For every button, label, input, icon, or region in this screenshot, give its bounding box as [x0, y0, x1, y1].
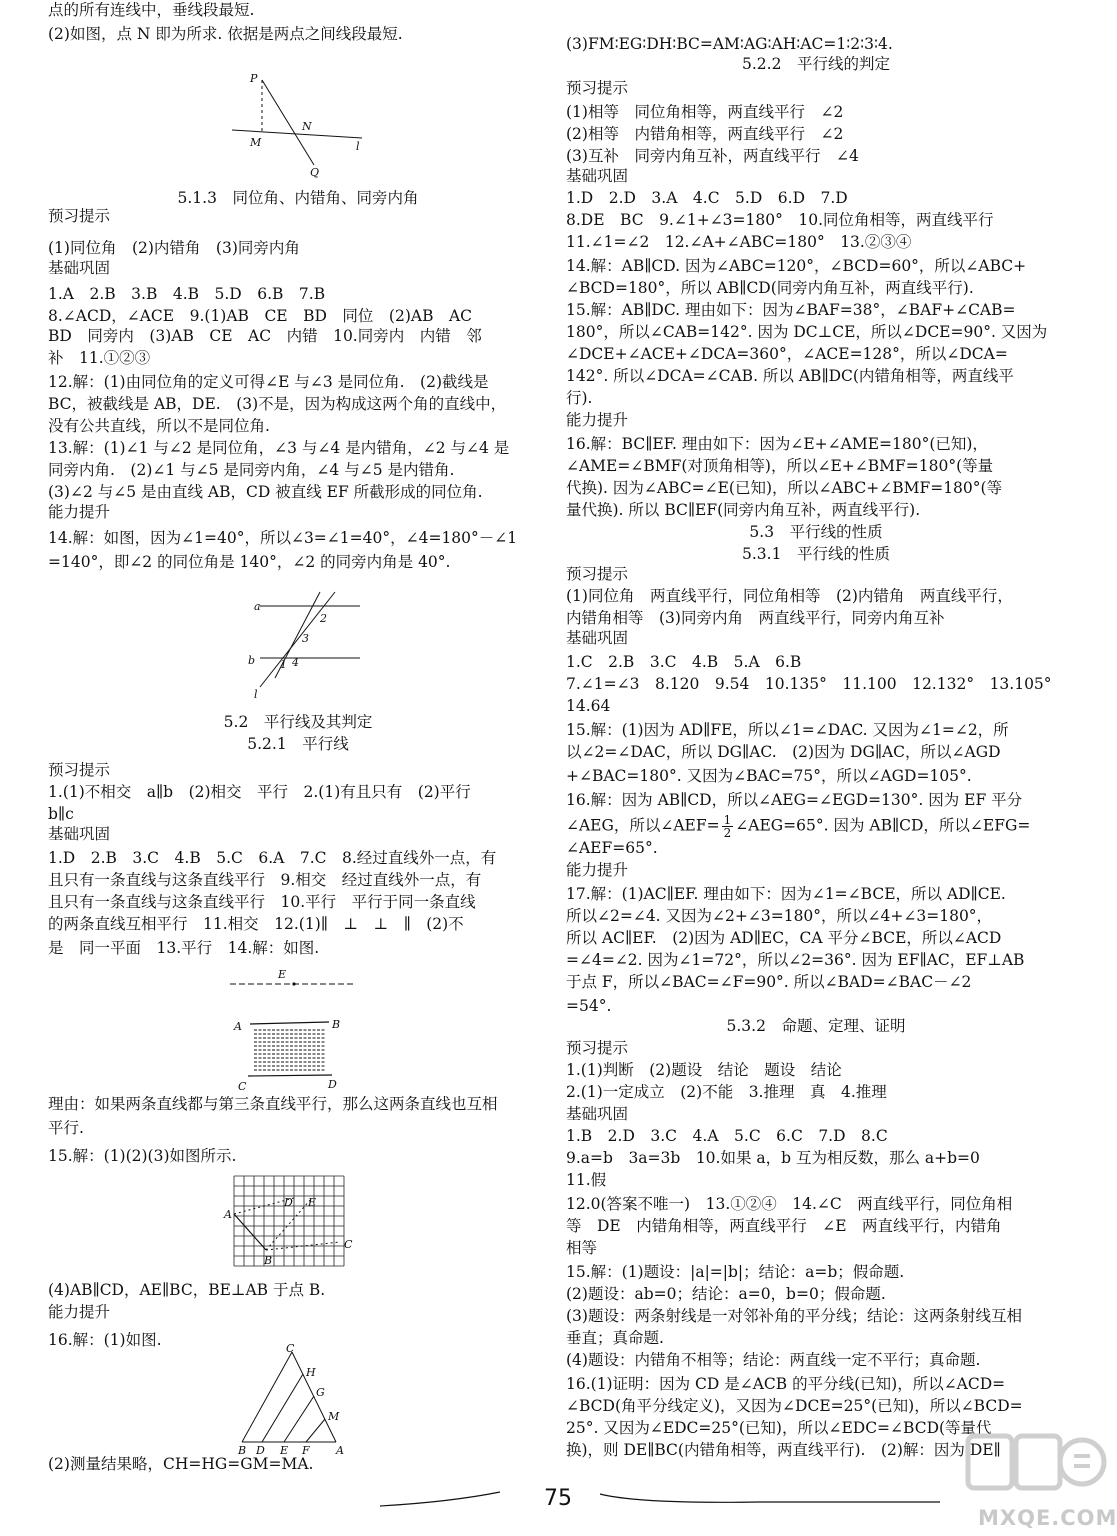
right-line: 行). [566, 389, 593, 407]
fraction: $\frac{1}{2}$ [723, 813, 732, 840]
right-line: 预习提示 [566, 565, 629, 583]
left-line: BD 同旁内 (3)AB CE AC 内错 10.同旁内 内错 邻 [48, 327, 482, 345]
svg-text:C: C [238, 1080, 247, 1093]
left-line: 5.1.3 同位角、内错角、同旁内角 [177, 189, 419, 207]
svg-text:D: D [328, 1078, 337, 1091]
left-line: (3)∠2 与∠5 是由直线 AB，CD 被直线 EF 所截形成的同位角. [48, 483, 483, 501]
right-line: (1)相等 同位角相等，两直线平行 ∠2 [566, 103, 844, 121]
right-line: 1.C 2.B 3.C 4.B 5.A 6.B [566, 653, 802, 671]
svg-text:4: 4 [292, 656, 299, 669]
left-line: 12.解：(1)由同位角的定义可得∠E 与∠3 是同位角. (2)截线是 [48, 373, 489, 391]
left-line: (4)AB∥CD，AE∥BC，BE⊥AB 于点 B. [48, 1281, 326, 1299]
right-line: (3)FM∶EG∶DH∶BC=AM∶AG∶AH∶AC=1∶2∶3∶4. [566, 35, 893, 53]
right-line: 基础巩固 [566, 1105, 629, 1123]
svg-text:Q: Q [310, 166, 320, 179]
right-line: 14.解：AB∥CD. 因为∠ABC=120°，∠BCD=60°，所以∠ABC+ [566, 257, 1027, 275]
svg-text:B: B [264, 1254, 273, 1267]
right-line: 15.解：(1)因为 AD∥FE，所以∠1=∠DAC. 又因为∠1=∠2，所 [566, 721, 1009, 739]
svg-text:2: 2 [320, 612, 327, 625]
right-line: 8.DE BC 9.∠1+∠3=180° 10.同位角相等，两直线平行 [566, 211, 994, 229]
right-line: (2)相等 内错角相等，两直线平行 ∠2 [566, 125, 844, 143]
right-line: 换)，则 DE∥BC(内错角相等，两直线平行). (2)解：因为 DE∥ [566, 1441, 1001, 1459]
left-line: 基础巩固 [48, 259, 111, 277]
left-line: =140°，即∠2 的同位角是 140°，∠2 的同旁内角是 40°. [48, 553, 451, 571]
right-line: 9.a=b 3a=3b 10.如果 a，b 互为相反数，那么 a+b=0 [566, 1149, 980, 1167]
svg-text:a: a [254, 600, 261, 613]
right-line: 15.解：AB∥DC. 理由如下：因为∠BAF=38°，∠BAF+∠CAB= [566, 301, 1016, 319]
svg-text:b: b [248, 654, 256, 667]
figure-parallel-lines [224, 964, 364, 1094]
left-line: (1)同位角 (2)内错角 (3)同旁内角 [48, 239, 300, 257]
svg-text:H: H [306, 1366, 316, 1379]
left-line: (2)测量结果略，CH=HG=GM=MA. [48, 1455, 314, 1473]
svg-text:P: P [250, 72, 258, 85]
left-line: b∥c [48, 805, 74, 823]
figure-triangle-parallels [232, 1344, 362, 1456]
right-line: 16.解：BC∥EF. 理由如下：因为∠E+∠AME=180°(已知)， [566, 435, 988, 453]
right-line: 16.解：因为 AB∥CD，所以∠AEG=∠EGD=130°. 因为 EF 平分 [566, 791, 1023, 809]
right-line: 180°，所以∠CAB=142°. 因为 DC⊥CE，所以∠DCE=90°. 又因为 [566, 323, 1048, 341]
right-line: 预习提示 [566, 79, 629, 97]
right-line: 15.解：(1)题设：|a|=|b|；结论：a=b；假命题. [566, 1263, 905, 1281]
left-line: 是 同一平面 13.平行 14.解：如图. [48, 939, 320, 957]
figure-grid [222, 1172, 362, 1276]
right-line: 1.(1)判断 (2)题设 结论 题设 结论 [566, 1061, 842, 1079]
right-line: (3)题设：两条射线是一对邻补角的平分线；结论：这两条射线互相 [566, 1307, 1022, 1325]
figure-transversal-angles [250, 582, 370, 702]
right-line: 2.(1)一定成立 (2)不能 3.推理 真 4.推理 [566, 1083, 887, 1101]
right-line: 等 DE 内错角相等，两直线平行 ∠E 两直线平行，内错角 [566, 1217, 1002, 1235]
svg-text:B: B [238, 1444, 247, 1457]
svg-text:E: E [278, 968, 287, 981]
watermark-text: MXQE.COM [978, 1506, 1117, 1530]
right-line: 能力提升 [566, 861, 629, 879]
right-line: 基础巩固 [566, 629, 629, 647]
right-line: 于点 F，所以∠BAC=∠F=90°. 所以∠BAD=∠BAC－∠2 [566, 973, 972, 991]
svg-text:E: E [280, 1444, 289, 1457]
right-line: ∠AME=∠BMF(对顶角相等)，所以∠E+∠BMF=180°(等量 [566, 457, 994, 475]
left-line: 的两条直线互相平行 11.相交 12.(1)∥ ⊥ ⊥ ∥ (2)不 [48, 915, 464, 933]
left-line: 8.∠ACD，∠ACE 9.(1)AB CE BD 同位 (2)AB AC [48, 307, 473, 325]
right-line: 1.D 2.D 3.A 4.C 5.D 6.D 7.D [566, 189, 848, 207]
right-line: ∠BCD=180°，所以 AB∥CD(同旁内角互补，两直线平行). [566, 279, 974, 297]
right-line: (2)题设：ab=0；结论：a=0，b=0；假命题. [566, 1285, 886, 1303]
right-line: 12.0(答案不唯一) 13.①②④ 14.∠C 两直线平行，同位角相 [566, 1195, 1013, 1213]
left-line: 点的所有连线中，垂线段最短. [48, 1, 255, 19]
right-line: ∠AEG，所以∠AEF= $\frac{1}{2}$ ∠AEG=65°. 因为 AB∥CD，所以∠EFG= [566, 813, 1031, 840]
left-line: 1.(1)不相交 a∥b (2)相交 平行 2.(1)有且只有 (2)平行 [48, 783, 471, 801]
left-line: 且只有一条直线与这条直线平行 9.相交 经过直线外一点，有 [48, 871, 482, 889]
svg-text:C: C [286, 1342, 295, 1355]
svg-text:1: 1 [280, 658, 287, 671]
right-line: (3)互补 同旁内角互补，两直线平行 ∠4 [566, 147, 859, 165]
right-line: 5.3.1 平行线的性质 [742, 545, 890, 563]
right-line: 142°. 所以∠DCA=∠CAB. 所以 AB∥DC(内错角相等，两直线平 [566, 367, 1014, 385]
left-line: 补 11.①②③ [48, 349, 151, 367]
right-line: (4)题设：内错角不相等；结论：两直线一定不平行；真命题. [566, 1351, 981, 1369]
right-line: +∠BAC=180°. 又因为∠BAC=75°，所以∠AGD=105°. [566, 767, 972, 785]
svg-text:D: D [284, 1196, 293, 1209]
right-line: 所以∠2=∠4. 又因为∠2+∠3=180°，所以∠4+∠3=180°， [566, 907, 993, 925]
right-line: ∠AEF=65°. [566, 839, 658, 857]
right-line: 内错角相等 (3)同旁内角 两直线平行，同旁内角互补 [566, 609, 945, 627]
right-line: 5.2.2 平行线的判定 [742, 55, 890, 73]
right-line: 16.(1)证明：因为 CD 是∠ACB 的平分线(已知)，所以∠ACD= [566, 1375, 1006, 1393]
right-line: 量代换). 所以 BC∥EF(同旁内角互补，两直线平行). [566, 501, 921, 519]
left-line: 1.D 2.B 3.C 4.B 5.C 6.A 7.C 8.经过直线外一点，有 [48, 849, 497, 867]
right-line: 相等 [566, 1239, 598, 1257]
svg-text:N: N [302, 120, 312, 133]
svg-text:G: G [316, 1386, 325, 1399]
left-line: 15.解：(1)(2)(3)如图所示. [48, 1147, 237, 1165]
right-line: 以∠2=∠DAC，所以 DG∥AC. (2)因为 DG∥AC，所以∠AGD [566, 743, 1001, 761]
right-line: 代换). 因为∠ABC=∠E(已知)，所以∠ABC+∠BMF=180°(等 [566, 479, 1003, 497]
svg-text:F: F [302, 1444, 310, 1457]
left-line: (2)如图，点 N 即为所求. 依据是两点之间线段最短. [48, 25, 403, 43]
right-line: 25°. 又因为∠EDC=25°(已知)，所以∠EDC=∠BCD(等量代 [566, 1419, 992, 1437]
left-line: 5.2 平行线及其判定 [223, 713, 373, 731]
left-line: 且只有一条直线与这条直线平行 10.平行 平行于同一条直线 [48, 893, 476, 911]
right-line: 所以 AC∥EF. (2)因为 AD∥EC，CA 平分∠BCE，所以∠ACD [566, 929, 1002, 947]
left-line: 16.解：(1)如图. [48, 1331, 162, 1349]
left-line: 基础巩固 [48, 825, 111, 843]
right-line: 17.解：(1)AC∥EF. 理由如下：因为∠1=∠BCE，所以 AD∥CE. [566, 885, 1006, 903]
right-line: 基础巩固 [566, 167, 629, 185]
left-line: 能力提升 [48, 503, 111, 521]
right-line: 7.∠1=∠3 8.120 9.54 10.135° 11.100 12.132° 13.105° [566, 675, 1052, 693]
svg-text:l: l [356, 140, 360, 153]
left-line: 能力提升 [48, 1303, 111, 1321]
right-line: ∠BCD(角平分线定义)，又因为∠DCE=25°(已知)，所以∠BCD= [566, 1397, 1023, 1415]
left-line: 平行. [48, 1119, 84, 1137]
right-line: 11.假 [566, 1171, 607, 1189]
right-line: 预习提示 [566, 1039, 629, 1057]
left-line: 预习提示 [48, 207, 111, 225]
left-line: 没有公共直线，所以不是同位角. [48, 417, 270, 435]
page-number: 75 [544, 1486, 572, 1511]
svg-text:M: M [250, 136, 262, 149]
right-line: 5.3.2 命题、定理、证明 [726, 1017, 906, 1035]
right-line: ∠DCE+∠ACE+∠DCA=360°，∠ACE=128°，所以∠DCA= [566, 345, 1008, 363]
svg-text:E: E [308, 1196, 317, 1209]
right-line: 5.3 平行线的性质 [749, 523, 883, 541]
svg-text:3: 3 [302, 632, 309, 645]
right-line: 垂直；真命题. [566, 1329, 664, 1347]
svg-text:C: C [344, 1238, 353, 1251]
svg-text:B: B [332, 1018, 341, 1031]
left-line: 5.2.1 平行线 [247, 735, 349, 753]
left-line: 理由：如果两条直线都与第三条直线平行，那么这两条直线也互相 [48, 1095, 498, 1113]
right-line: =54°. [566, 997, 612, 1015]
svg-text:l: l [254, 688, 258, 701]
right-line: (1)同位角 两直线平行，同位角相等 (2)内错角 两直线平行， [566, 587, 1013, 605]
figure-shortest-path [222, 70, 372, 180]
svg-text:M: M [328, 1410, 340, 1423]
right-line: 11.∠1=∠2 12.∠A+∠ABC=180° 13.②③④ [566, 233, 912, 251]
left-line: 预习提示 [48, 761, 111, 779]
svg-text:A: A [336, 1444, 344, 1457]
svg-text:A: A [224, 1208, 232, 1221]
left-line: 13.解：(1)∠1 与∠2 是同位角，∠3 与∠4 是内错角，∠2 与∠4 是 [48, 439, 510, 457]
left-line: 14.解：如图，因为∠1=40°，所以∠3=∠1=40°，∠4=180°－∠1 [48, 529, 518, 547]
left-line: BC，被截线是 AB，DE. (3)不是，因为构成这两个角的直线中， [48, 395, 507, 413]
svg-text:D: D [256, 1444, 265, 1457]
right-line: 能力提升 [566, 411, 629, 429]
svg-text:A: A [234, 1020, 242, 1033]
right-line: =∠4=∠2. 因为∠1=72°，所以∠2=36°. 因为 EF∥AC，EF⊥AB [566, 951, 1025, 969]
right-line: 14.64 [566, 697, 611, 715]
right-line: 1.B 2.D 3.C 4.A 5.C 6.C 7.D 8.C [566, 1127, 888, 1145]
left-line: 1.A 2.B 3.B 4.B 5.D 6.B 7.B [48, 285, 326, 303]
left-line: 同旁内角. (2)∠1 与∠5 是同旁内角，∠4 与∠5 是内错角. [48, 461, 455, 479]
